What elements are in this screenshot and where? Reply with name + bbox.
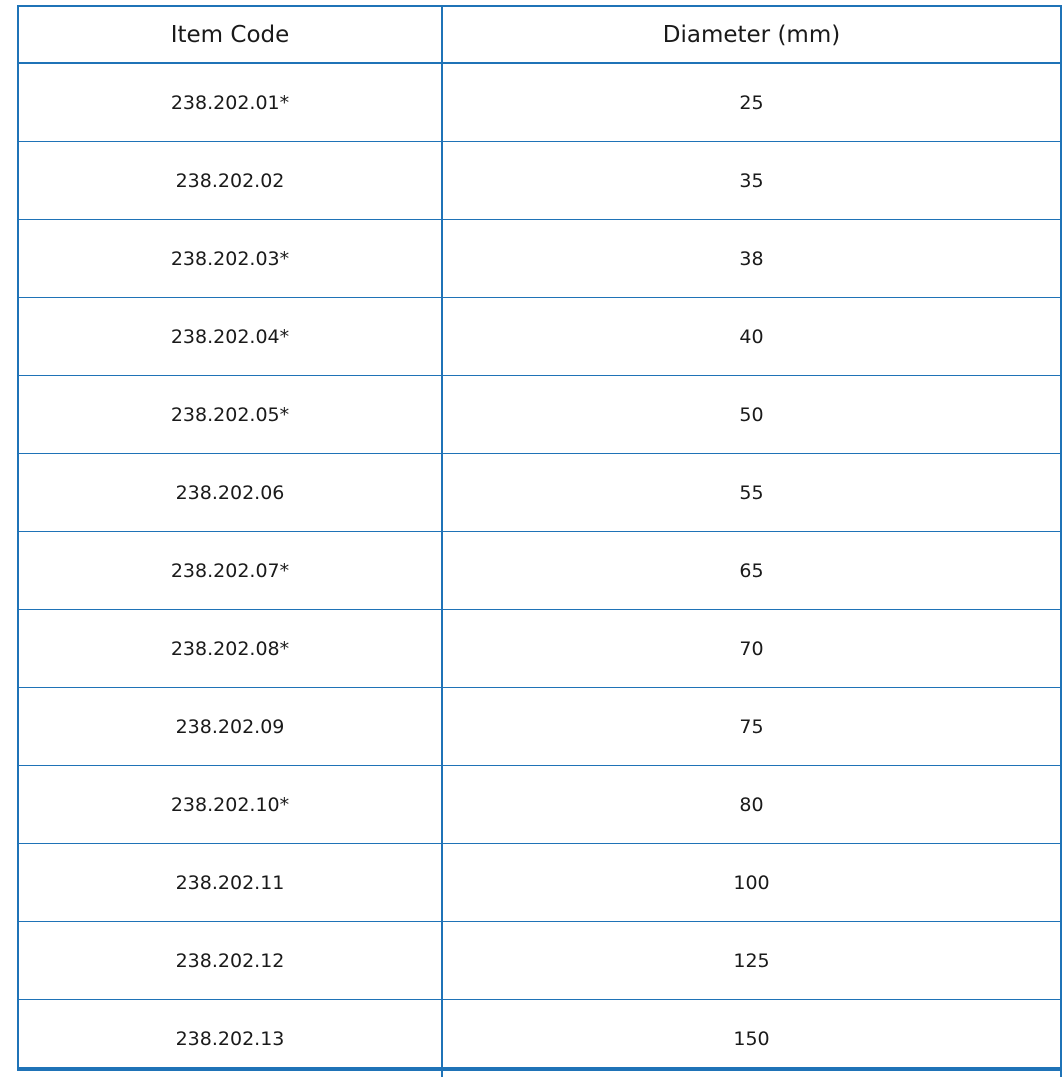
cell-diameter: 38 — [442, 220, 1061, 298]
table-row — [19, 688, 1061, 766]
table-row — [19, 844, 1061, 922]
cell-diameter: 40 — [442, 298, 1061, 376]
table-row — [19, 63, 1061, 142]
cell-item-code: 238.202.04* — [19, 298, 442, 376]
cell-item-code: 238.202.07* — [19, 532, 442, 610]
cell-item-code: 238.202.05* — [19, 376, 442, 454]
cell-diameter: 70 — [442, 610, 1061, 688]
table-row — [19, 454, 1061, 532]
cell-diameter: 125 — [442, 922, 1061, 1000]
cell-item-code: 238.202.08* — [19, 610, 442, 688]
table-header — [19, 7, 1061, 63]
cell-diameter: 25 — [442, 63, 1061, 142]
cell-item-code: 238.202.01* — [19, 63, 442, 142]
cell-diameter: 100 — [442, 844, 1061, 922]
cell-item-code: 238.202.13 — [19, 1000, 442, 1078]
header-item-code: Item Code — [19, 7, 442, 63]
table-row — [19, 142, 1061, 220]
cell-item-code: 238.202.09 — [19, 688, 442, 766]
table-row — [19, 220, 1061, 298]
product-table-container — [17, 5, 1062, 1071]
cell-item-code: 238.202.03* — [19, 220, 442, 298]
cell-item-code: 238.202.06 — [19, 454, 442, 532]
cell-diameter: 35 — [442, 142, 1061, 220]
cell-diameter: 150 — [442, 1000, 1061, 1078]
table-row — [19, 376, 1061, 454]
cell-diameter: 65 — [442, 532, 1061, 610]
table-row — [19, 298, 1061, 376]
product-table — [19, 7, 1062, 1077]
table-row — [19, 1000, 1061, 1078]
cell-item-code: 238.202.12 — [19, 922, 442, 1000]
header-diameter: Diameter (mm) — [442, 7, 1061, 63]
cell-item-code: 238.202.02 — [19, 142, 442, 220]
cell-diameter: 80 — [442, 766, 1061, 844]
cell-diameter: 55 — [442, 454, 1061, 532]
header-row — [19, 7, 1061, 63]
table-row — [19, 922, 1061, 1000]
cell-item-code: 238.202.10* — [19, 766, 442, 844]
cell-item-code: 238.202.11 — [19, 844, 442, 922]
table-row — [19, 766, 1061, 844]
cell-diameter: 50 — [442, 376, 1061, 454]
table-row — [19, 532, 1061, 610]
cell-diameter: 75 — [442, 688, 1061, 766]
table-row — [19, 610, 1061, 688]
table-body — [19, 63, 1061, 1077]
